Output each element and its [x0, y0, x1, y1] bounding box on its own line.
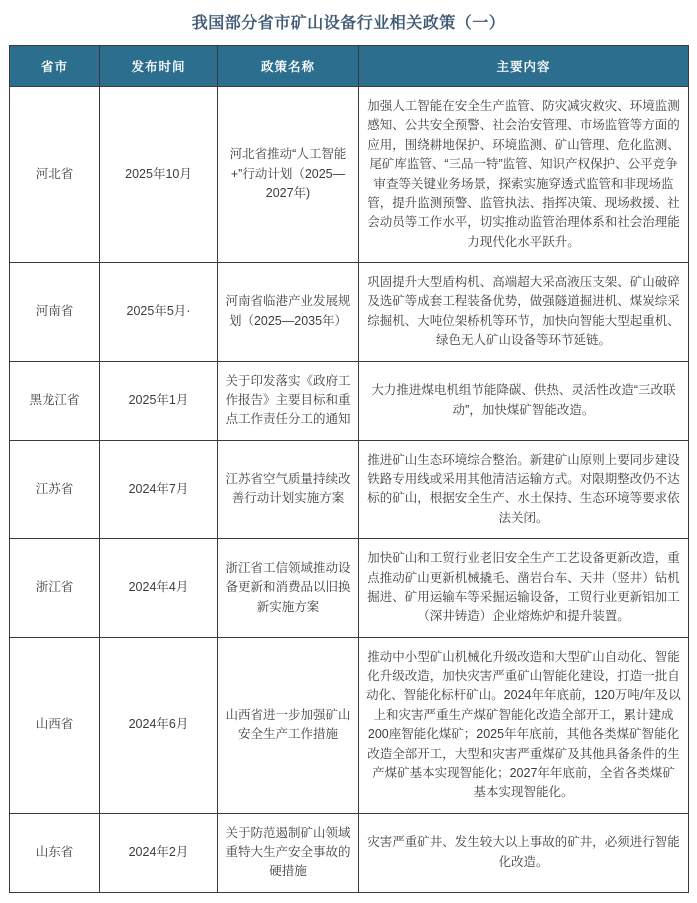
cell-date: 2025年1月 — [100, 361, 218, 440]
header-content: 主要内容 — [359, 46, 689, 87]
cell-date: 2024年2月 — [100, 813, 218, 892]
cell-policy: 浙江省工信领域推动设备更新和消费品以旧换新实施方案 — [218, 539, 359, 638]
cell-policy: 山西省进一步加强矿山安全生产工作措施 — [218, 637, 359, 813]
cell-content: 巩固提升大型盾构机、高端超大采高液压支架、矿山破碎及选矿等成套工程装备优势，做强隧道掘进机、煤炭综采综掘机、大吨位架桥机等环节，加快向智能大型起重机、绿色无人矿山设备等环节延链。 — [359, 263, 689, 362]
cell-province: 河北省 — [10, 87, 100, 263]
cell-content: 推动中小型矿山机械化升级改造和大型矿山自动化、智能化升级改造，加快灾害严重矿山智能化建设，打造一批自动化、智能化标杆矿山。2024年年底前，120万吨/年及以上和灾害严重生产煤矿智能化改造全部开工，累计建成200座智能化煤矿；2025年年底前，其他各类煤矿智能化改造全部开工，大型和灾害严重煤矿及其他具备条件的生产煤矿基本实现智能化；2027年年底前，全省各类煤矿基本实现智能化。 — [359, 637, 689, 813]
cell-province: 黑龙江省 — [10, 361, 100, 440]
header-date: 发布时间 — [100, 46, 218, 87]
cell-policy: 江苏省空气质量持续改善行动计划实施方案 — [218, 440, 359, 539]
table-row — [10, 87, 689, 263]
cell-policy: 河南省临港产业发展规划（2025—2035年） — [218, 263, 359, 362]
table-row — [10, 813, 689, 892]
cell-policy: 河北省推动“人工智能+”行动计划（2025—2027年) — [218, 87, 359, 263]
cell-date: 2024年7月 — [100, 440, 218, 539]
header-province: 省市 — [10, 46, 100, 87]
cell-date: 2025年5月· — [100, 263, 218, 362]
cell-content: 灾害严重矿井、发生较大以上事故的矿井，必须进行智能化改造。 — [359, 813, 689, 892]
table-header — [10, 46, 689, 87]
cell-content: 大力推进煤电机组节能降碳、供热、灵活性改造“三改联动”，加快煤矿智能改造。 — [359, 361, 689, 440]
table-row — [10, 539, 689, 638]
cell-province: 山西省 — [10, 637, 100, 813]
cell-content: 推进矿山生态环境综合整治。新建矿山原则上要同步建设铁路专用线或采用其他清洁运输方式。对限期整改仍不达标的矿山，根据安全生产、水土保持、生态环境等要求依法关闭。 — [359, 440, 689, 539]
table-row — [10, 637, 689, 813]
header-policy: 政策名称 — [218, 46, 359, 87]
cell-content: 加快矿山和工贸行业老旧安全生产工艺设备更新改造，重点推动矿山更新机械撬毛、凿岩台车、天井（竖井）钻机掘进、矿用运输车等采掘运输设备，工贸行业更新铝加工（深井铸造）企业熔炼炉和提升装置。 — [359, 539, 689, 638]
table-body — [10, 87, 689, 893]
table-row — [10, 440, 689, 539]
cell-date: 2024年6月 — [100, 637, 218, 813]
cell-province: 河南省 — [10, 263, 100, 362]
cell-policy: 关于印发落实《政府工作报告》主要目标和重点工作责任分工的通知 — [218, 361, 359, 440]
cell-province: 山东省 — [10, 813, 100, 892]
page-title: 我国部分省市矿山设备行业相关政策（一） — [191, 15, 506, 32]
cell-province: 浙江省 — [10, 539, 100, 638]
cell-date: 2024年4月 — [100, 539, 218, 638]
header-row — [10, 46, 689, 87]
table-row — [10, 263, 689, 362]
table-row — [10, 361, 689, 440]
cell-province: 江苏省 — [10, 440, 100, 539]
cell-date: 2025年10月 — [100, 87, 218, 263]
cell-content: 加强人工智能在安全生产监管、防灾减灾救灾、环境监测感知、公共安全预警、社会治安管理、市场监管等方面的应用，围绕耕地保护、环境监测、矿山管理、危化监测、尾矿库监管、“三品一特”监管、知识产权保护、公平竞争审查等关键业务场景，探索实施穿透式监管和非现场监管，提升监测预警、监管执法、指挥决策、现场救援、社会动员等工作水平，切实推动监管治理体系和社会治理能力现代化水平跃升。 — [359, 87, 689, 263]
cell-policy: 关于防范遏制矿山领域重特大生产安全事故的硬措施 — [218, 813, 359, 892]
policy-table — [9, 45, 689, 893]
